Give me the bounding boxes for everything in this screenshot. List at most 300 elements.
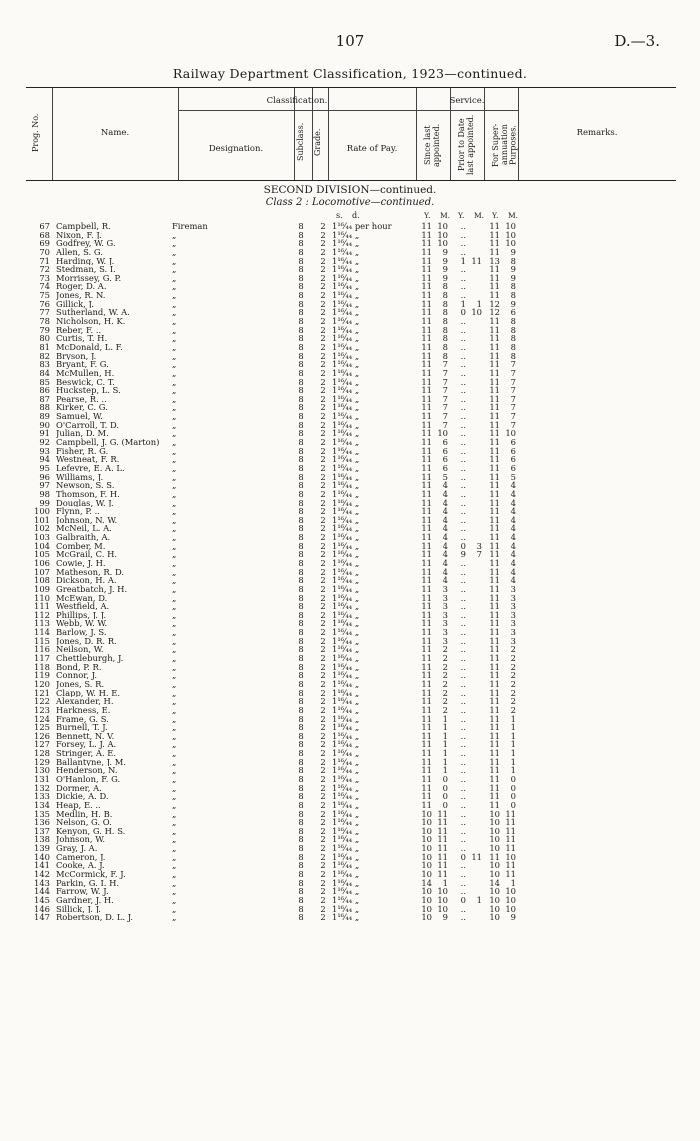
- since-years-cell: 11: [421, 488, 432, 499]
- name-cell: Nelson, G. O.: [56, 818, 112, 827]
- prior-years-cell: ..: [460, 782, 466, 793]
- prior-years-cell: ..: [460, 324, 466, 335]
- since-months-cell: 3: [442, 601, 448, 612]
- grade-cell: 2: [320, 765, 326, 776]
- rate-cell: 1¹⁶⁄₄₄ „: [332, 411, 360, 422]
- super-months-cell: 1: [510, 722, 516, 733]
- prog-no-cell: 90: [39, 419, 50, 430]
- designation-cell: „: [172, 904, 177, 914]
- since-months-cell: 4: [442, 549, 448, 560]
- grade-cell: 2: [320, 566, 326, 577]
- prog-no-cell: 95: [39, 462, 50, 473]
- super-years-cell: 11: [489, 376, 500, 387]
- header-prog-no: Prog. No.: [31, 113, 40, 153]
- rate-cell: 1¹⁶⁄₄₄ „: [332, 324, 360, 335]
- super-years-cell: 11: [489, 272, 500, 283]
- designation-cell: „: [172, 498, 177, 508]
- grade-cell: 2: [320, 350, 326, 361]
- prog-no-cell: 73: [39, 272, 50, 283]
- since-months-cell: 8: [442, 316, 448, 327]
- rate-cell: 1¹⁶⁄₄₄ „: [332, 851, 360, 862]
- prior-years-cell: ..: [460, 575, 466, 586]
- grade-cell: 2: [320, 843, 326, 854]
- prior-years-cell: ..: [460, 428, 466, 439]
- grade-cell: 2: [320, 480, 326, 491]
- since-months-cell: 3: [442, 627, 448, 638]
- prior-months-cell: 3: [476, 540, 482, 551]
- super-months-cell: 2: [510, 670, 516, 681]
- prior-years-cell: ..: [460, 367, 466, 378]
- since-years-cell: 11: [421, 635, 432, 646]
- unit-years: Y.: [424, 211, 431, 220]
- super-years-cell: 10: [489, 843, 500, 854]
- super-years-cell: 11: [489, 704, 500, 715]
- super-years-cell: 11: [489, 799, 500, 810]
- prior-years-cell: ..: [460, 696, 466, 707]
- super-months-cell: 3: [510, 583, 516, 594]
- prior-years-cell: ..: [460, 419, 466, 430]
- subclass-cell: 8: [298, 912, 304, 923]
- rate-cell: 1¹⁶⁄₄₄ „: [332, 592, 360, 603]
- since-months-cell: 7: [442, 359, 448, 370]
- subclass-cell: 8: [298, 601, 304, 612]
- rate-cell: 1¹⁶⁄₄₄ „: [332, 506, 360, 517]
- super-years-cell: 11: [489, 393, 500, 404]
- prior-years-cell: ..: [460, 713, 466, 724]
- prog-no-cell: 78: [39, 316, 50, 327]
- name-cell: Jones, S. R.: [56, 679, 105, 689]
- subclass-cell: 8: [298, 886, 304, 897]
- since-months-cell: 1: [442, 730, 448, 741]
- since-years-cell: 11: [421, 653, 432, 664]
- prog-no-cell: 97: [39, 480, 50, 491]
- grade-cell: 2: [320, 238, 326, 249]
- since-years-cell: 10: [421, 903, 432, 914]
- super-months-cell: 9: [510, 912, 516, 923]
- rate-cell: 1¹⁶⁄₄₄ „: [332, 290, 360, 301]
- prior-years-cell: ..: [460, 264, 466, 275]
- name-cell: Connor, J.: [56, 671, 98, 680]
- super-months-cell: 4: [510, 575, 516, 586]
- subclass-cell: 8: [298, 307, 304, 318]
- super-months-cell: 4: [510, 540, 516, 551]
- subclass-cell: 8: [298, 877, 304, 888]
- super-months-cell: 10: [505, 851, 516, 862]
- subclass-cell: 8: [298, 411, 304, 422]
- rate-cell: 1¹⁶⁄₄₄ „: [332, 791, 360, 802]
- subclass-cell: 8: [298, 869, 304, 880]
- subclass-cell: 8: [298, 903, 304, 914]
- prior-years-cell: ..: [460, 825, 466, 836]
- header-remarks: Remarks.: [576, 128, 618, 138]
- designation-cell: „: [172, 334, 177, 343]
- name-cell: Sillick, J. J.: [56, 904, 101, 914]
- super-months-cell: 10: [505, 229, 516, 240]
- name-cell: Nixon, F. J.: [56, 230, 102, 240]
- super-years-cell: 11: [489, 627, 500, 638]
- designation-cell: „: [172, 429, 177, 439]
- since-years-cell: 11: [421, 367, 432, 378]
- since-months-cell: 4: [442, 540, 448, 551]
- super-months-cell: 9: [510, 298, 516, 309]
- since-months-cell: 4: [442, 523, 448, 534]
- designation-cell: „: [172, 403, 177, 413]
- subclass-cell: 8: [298, 488, 304, 499]
- rate-cell: 1¹⁶⁄₄₄ „: [332, 843, 360, 854]
- prior-months-cell: 10: [471, 307, 482, 318]
- super-years-cell: 11: [489, 782, 500, 793]
- designation-cell: „: [172, 291, 177, 300]
- subclass-cell: 8: [298, 540, 304, 551]
- since-years-cell: 11: [421, 704, 432, 715]
- subclass-cell: 8: [298, 670, 304, 681]
- designation-cell: „: [172, 697, 177, 706]
- grade-cell: 2: [320, 506, 326, 517]
- name-cell: Harding, W. J.: [56, 256, 115, 266]
- since-years-cell: 11: [421, 791, 432, 802]
- name-cell: Bennett, N. V.: [56, 731, 115, 741]
- super-months-cell: 2: [510, 678, 516, 689]
- super-years-cell: 11: [489, 281, 500, 292]
- designation-cell: „: [172, 420, 177, 430]
- since-months-cell: 2: [442, 687, 448, 698]
- prog-no-cell: 137: [34, 825, 50, 836]
- since-years-cell: 11: [421, 316, 432, 327]
- since-months-cell: 2: [442, 644, 448, 655]
- super-months-cell: 11: [505, 860, 516, 871]
- header-designation: Designation.: [208, 144, 264, 154]
- since-years-cell: 10: [421, 843, 432, 854]
- rate-cell: 1¹⁶⁄₄₄ „: [332, 765, 360, 776]
- rate-cell: 1¹⁶⁄₄₄ „: [332, 782, 360, 793]
- grade-cell: 2: [320, 687, 326, 698]
- grade-cell: 2: [320, 272, 326, 283]
- prog-no-cell: 115: [34, 635, 50, 646]
- designation-cell: „: [172, 619, 177, 629]
- super-years-cell: 11: [489, 540, 500, 551]
- prior-years-cell: ..: [460, 886, 466, 897]
- name-cell: Fisher, R. G.: [56, 446, 109, 456]
- prog-no-cell: 119: [34, 670, 50, 681]
- name-cell: Julian, D. M.: [56, 429, 109, 439]
- super-months-cell: 4: [510, 557, 516, 568]
- name-cell: Kenyon, G. H. S.: [56, 826, 126, 836]
- unit-pence: d.: [352, 211, 360, 220]
- super-years-cell: 11: [489, 696, 500, 707]
- super-months-cell: 11: [505, 869, 516, 880]
- super-months-cell: 7: [510, 402, 516, 413]
- super-years-cell: 11: [489, 246, 500, 257]
- designation-cell: „: [172, 645, 177, 655]
- super-months-cell: 7: [510, 411, 516, 422]
- since-months-cell: 3: [442, 583, 448, 594]
- prior-years-cell: ..: [460, 799, 466, 810]
- grade-cell: 2: [320, 221, 326, 231]
- since-months-cell: 11: [437, 817, 448, 828]
- since-years-cell: 11: [421, 687, 432, 698]
- rate-cell: 1¹⁶⁄₄₄ „: [332, 488, 360, 499]
- name-cell: Medlin, H. B.: [56, 809, 113, 819]
- since-years-cell: 11: [421, 419, 432, 430]
- super-years-cell: 11: [489, 748, 500, 759]
- name-cell: Allen, S. G.: [56, 247, 103, 257]
- rate-cell: 1¹⁶⁄₄₄ „: [332, 912, 360, 923]
- super-months-cell: 8: [510, 333, 516, 344]
- super-months-cell: 8: [510, 324, 516, 335]
- grade-cell: 2: [320, 713, 326, 724]
- since-years-cell: 11: [421, 523, 432, 534]
- super-months-cell: 11: [505, 817, 516, 828]
- name-cell: McMullen, H.: [56, 368, 115, 378]
- super-months-cell: 10: [505, 894, 516, 905]
- rate-cell: 1¹⁶⁄₄₄ „: [332, 601, 360, 612]
- since-months-cell: 10: [437, 221, 448, 231]
- super-months-cell: 3: [510, 618, 516, 629]
- prog-no-cell: 89: [39, 411, 50, 422]
- super-years-cell: 11: [489, 592, 500, 603]
- grade-cell: 2: [320, 575, 326, 586]
- designation-cell: „: [172, 584, 177, 594]
- prog-no-cell: 107: [34, 566, 50, 577]
- prog-no-cell: 136: [34, 817, 50, 828]
- subclass-cell: 8: [298, 272, 304, 283]
- prior-years-cell: ..: [460, 808, 466, 819]
- grade-cell: 2: [320, 756, 326, 767]
- designation-cell: „: [172, 757, 177, 767]
- designation-cell: „: [172, 895, 177, 905]
- subclass-cell: 8: [298, 281, 304, 292]
- designation-cell: „: [172, 438, 177, 447]
- super-years-cell: 11: [489, 730, 500, 741]
- prog-no-cell: 94: [39, 454, 50, 465]
- prog-no-cell: 112: [34, 609, 50, 620]
- designation-cell: „: [172, 558, 177, 568]
- since-months-cell: 11: [437, 825, 448, 836]
- name-cell: McEwan, D.: [56, 593, 108, 603]
- super-years-cell: 11: [489, 497, 500, 508]
- rate-cell: 1¹⁶⁄₄₄ „: [332, 307, 360, 318]
- name-cell: Stedman, S. I.: [56, 265, 116, 274]
- subclass-cell: 8: [298, 748, 304, 759]
- unit-months: M.: [508, 211, 519, 220]
- prog-no-cell: 126: [34, 730, 50, 741]
- name-cell: Westfield, A.: [56, 602, 110, 611]
- super-years-cell: 11: [489, 488, 500, 499]
- super-years-cell: 10: [489, 808, 500, 819]
- subclass-cell: 8: [298, 687, 304, 698]
- prog-no-cell: 87: [39, 393, 50, 404]
- since-years-cell: 11: [421, 255, 432, 266]
- super-years-cell: 11: [489, 653, 500, 664]
- grade-cell: 2: [320, 324, 326, 335]
- subclass-cell: 8: [298, 298, 304, 309]
- prog-no-cell: 142: [34, 869, 50, 880]
- prior-years-cell: 0: [460, 540, 466, 551]
- super-months-cell: 4: [510, 523, 516, 534]
- prog-no-cell: 106: [34, 557, 50, 568]
- subclass-cell: 8: [298, 739, 304, 750]
- prior-years-cell: ..: [460, 627, 466, 638]
- prior-years-cell: ..: [460, 341, 466, 352]
- super-months-cell: 0: [510, 791, 516, 802]
- since-years-cell: 11: [421, 246, 432, 257]
- since-years-cell: 11: [421, 428, 432, 439]
- grade-cell: 2: [320, 601, 326, 612]
- unit-months: M.: [440, 211, 451, 220]
- prog-no-cell: 74: [39, 281, 50, 292]
- super-years-cell: 10: [489, 886, 500, 897]
- prior-years-cell: ..: [460, 471, 466, 482]
- designation-cell: „: [172, 662, 177, 672]
- prog-no-cell: 144: [34, 886, 50, 897]
- prog-no-cell: 109: [34, 583, 50, 594]
- name-cell: Forsey, L. J. A.: [56, 740, 117, 750]
- rate-cell: 1¹⁶⁄₄₄ „: [332, 532, 360, 543]
- super-months-cell: 8: [510, 341, 516, 352]
- since-months-cell: 5: [442, 471, 448, 482]
- grade-cell: 2: [320, 808, 326, 819]
- name-cell: Clapp, W. H. E.: [56, 688, 120, 698]
- super-months-cell: 4: [510, 514, 516, 525]
- subclass-cell: 8: [298, 229, 304, 240]
- designation-cell: „: [172, 610, 177, 620]
- since-years-cell: 11: [421, 333, 432, 344]
- designation-cell: „: [172, 731, 177, 741]
- subclass-cell: 8: [298, 376, 304, 387]
- subclass-cell: 8: [298, 437, 304, 448]
- since-months-cell: 9: [442, 264, 448, 275]
- prog-no-cell: 101: [34, 514, 50, 525]
- since-months-cell: 9: [442, 912, 448, 923]
- header-grade: Grade.: [313, 128, 322, 156]
- since-years-cell: 11: [421, 238, 432, 249]
- since-months-cell: 10: [437, 894, 448, 905]
- since-months-cell: 2: [442, 653, 448, 664]
- name-cell: Campbell, R.: [56, 222, 111, 231]
- since-years-cell: 11: [421, 402, 432, 413]
- rate-cell: 1¹⁶⁄₄₄ „: [332, 298, 360, 309]
- designation-cell: „: [172, 299, 177, 309]
- rate-cell: 1¹⁶⁄₄₄ „: [332, 635, 360, 646]
- prior-years-cell: ..: [460, 350, 466, 361]
- super-months-cell: 11: [505, 825, 516, 836]
- rate-cell: 1¹⁶⁄₄₄ „: [332, 480, 360, 491]
- page-number: 107: [335, 32, 365, 50]
- since-years-cell: 11: [421, 359, 432, 370]
- name-cell: Cameron, J.: [56, 852, 106, 862]
- since-months-cell: 10: [437, 428, 448, 439]
- subclass-cell: 8: [298, 402, 304, 413]
- designation-cell: „: [172, 446, 177, 456]
- since-years-cell: 11: [421, 229, 432, 240]
- name-cell: Ballantyne, J. M.: [56, 757, 126, 767]
- prior-months-cell: 11: [471, 851, 482, 862]
- since-years-cell: 10: [421, 860, 432, 871]
- prog-no-cell: 131: [34, 774, 50, 784]
- grade-cell: 2: [320, 445, 326, 456]
- designation-cell: „: [172, 317, 177, 326]
- prog-no-cell: 100: [34, 506, 50, 517]
- subclass-cell: 8: [298, 255, 304, 266]
- super-months-cell: 9: [510, 264, 516, 275]
- subclass-cell: 8: [298, 419, 304, 430]
- name-cell: Thomson, F. H.: [56, 489, 120, 499]
- header-classification: Classification.: [266, 96, 328, 106]
- grade-cell: 2: [320, 592, 326, 603]
- rate-cell: 1¹⁶⁄₄₄ „: [332, 566, 360, 577]
- grade-cell: 2: [320, 661, 326, 672]
- designation-cell: „: [172, 688, 177, 698]
- name-cell: Pearse, R. ..: [56, 394, 107, 404]
- prior-years-cell: ..: [460, 437, 466, 448]
- prog-no-cell: 140: [34, 851, 50, 862]
- subclass-cell: 8: [298, 445, 304, 456]
- prog-no-cell: 145: [34, 894, 50, 905]
- super-months-cell: 3: [510, 635, 516, 646]
- since-years-cell: 11: [421, 601, 432, 612]
- prog-no-cell: 128: [34, 748, 50, 759]
- prior-years-cell: ..: [460, 411, 466, 422]
- name-cell: Bryant, F. G.: [56, 360, 109, 369]
- rate-cell: 1¹⁶⁄₄₄ „: [332, 869, 360, 880]
- since-years-cell: 11: [421, 575, 432, 586]
- prog-no-cell: 141: [34, 860, 50, 871]
- since-months-cell: 1: [442, 722, 448, 733]
- header-for-superannuation: For Super-annuation Purposes.: [491, 123, 518, 167]
- since-months-cell: 4: [442, 497, 448, 508]
- prior-years-cell: ..: [460, 644, 466, 655]
- since-years-cell: 11: [421, 739, 432, 750]
- super-years-cell: 12: [489, 298, 500, 309]
- rate-cell: 1¹⁶⁄₄₄ „: [332, 644, 360, 655]
- super-months-cell: 7: [510, 376, 516, 387]
- designation-cell: „: [172, 342, 177, 352]
- header-subclass: Subclass.: [296, 122, 305, 162]
- prior-years-cell: ..: [460, 376, 466, 387]
- prior-years-cell: ..: [460, 687, 466, 698]
- prog-no-cell: 76: [39, 298, 50, 309]
- super-months-cell: 2: [510, 661, 516, 672]
- since-years-cell: 11: [421, 272, 432, 283]
- name-cell: McNeil, L. A.: [56, 524, 112, 534]
- unit-years: Y.: [492, 211, 499, 220]
- designation-cell: „: [172, 818, 177, 827]
- rate-cell: 1¹⁶⁄₄₄ „: [332, 670, 360, 681]
- since-months-cell: 1: [442, 756, 448, 767]
- super-years-cell: 10: [489, 894, 500, 905]
- super-months-cell: 7: [510, 385, 516, 396]
- super-years-cell: 11: [489, 514, 500, 525]
- subclass-cell: 8: [298, 316, 304, 327]
- rate-cell: 1¹⁶⁄₄₄ „: [332, 687, 360, 698]
- since-months-cell: 1: [442, 739, 448, 750]
- subclass-cell: 8: [298, 514, 304, 525]
- subclass-cell: 8: [298, 341, 304, 352]
- unit-years: Y.: [458, 211, 465, 220]
- header-prior-to-date: Prior to Date last appointed.: [457, 114, 475, 176]
- designation-cell: „: [172, 913, 177, 922]
- rate-cell: 1¹⁶⁄₄₄ „: [332, 333, 360, 344]
- super-months-cell: 6: [510, 307, 516, 318]
- since-years-cell: 11: [421, 678, 432, 689]
- prior-years-cell: ..: [460, 756, 466, 767]
- grade-cell: 2: [320, 834, 326, 845]
- prog-no-cell: 104: [34, 540, 50, 551]
- since-years-cell: 11: [421, 540, 432, 551]
- grade-cell: 2: [320, 411, 326, 422]
- since-years-cell: 11: [421, 644, 432, 655]
- since-years-cell: 14: [421, 877, 432, 888]
